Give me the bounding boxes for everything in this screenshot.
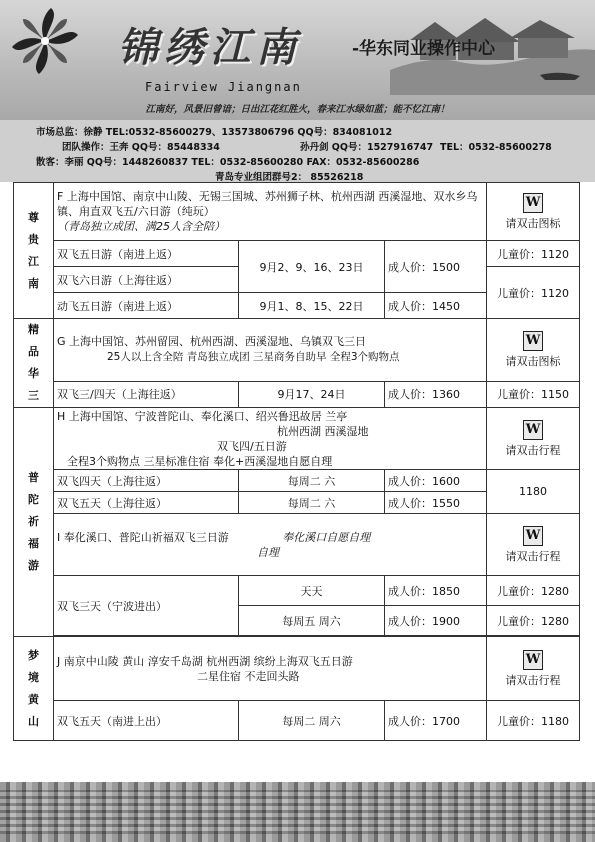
word-document-icon-button[interactable]: W 请双击图标 bbox=[487, 319, 580, 382]
child-price: 儿童价：1280 bbox=[487, 576, 580, 606]
child-price: 儿童价：1120 bbox=[487, 267, 580, 319]
word-icon: W bbox=[523, 526, 543, 546]
word-icon: W bbox=[523, 193, 543, 213]
tour-description: J 南京中山陵 黄山 淳安千岛湖 杭州西湖 缤纷上海双飞五日游 二星住宿 不走回头路 bbox=[54, 637, 487, 701]
decorative-footer-band bbox=[0, 782, 595, 842]
adult-price: 成人价：1900 bbox=[385, 606, 487, 636]
brand-title: 锦绣江南 bbox=[118, 24, 302, 71]
adult-price: 成人价：1850 bbox=[385, 576, 487, 606]
trip-name: 双飞五天（南进上出） bbox=[54, 701, 239, 741]
departure-dates: 9月1、8、15、22日 bbox=[239, 293, 385, 319]
region-label-zunguijiangnan: 尊 贵 江 南 bbox=[14, 183, 54, 319]
tour-description: G 上海中国馆、苏州留园、杭州西湖、西溪湿地、乌镇双飞三日 25人以上含全陪 青岛独立成团 三星商务自助早 全程3个购物点 bbox=[54, 319, 487, 382]
contact-panel bbox=[0, 120, 595, 182]
word-icon: W bbox=[523, 420, 543, 440]
word-icon: W bbox=[523, 650, 543, 670]
trip-name: 双飞五天（上海往返） bbox=[54, 492, 239, 514]
contact-group: 青岛专业组团群号2： 85526218 bbox=[215, 172, 364, 183]
word-document-icon-button[interactable]: W 请双击行程 bbox=[487, 514, 580, 576]
child-price: 儿童价：1120 bbox=[487, 241, 580, 267]
child-price: 儿童价：1150 bbox=[487, 381, 580, 407]
contact-team-op-2: 孙丹剑 QQ号：1527916747 bbox=[300, 142, 434, 153]
word-document-icon-button[interactable]: W 请双击图标 bbox=[487, 183, 580, 241]
child-price: 1180 bbox=[487, 470, 580, 514]
adult-price: 成人价：1600 bbox=[385, 470, 487, 492]
tour-description: F 上海中国馆、南京中山陵、无锡三国城、苏州狮子林、杭州西湖 西溪湿地、双水乡乌镇、甪直双飞五/六日游（纯玩） （青岛独立成团、满25人含全陪） bbox=[54, 183, 487, 241]
tour-table bbox=[13, 182, 579, 772]
trip-name: 双飞五日游（南进上返） bbox=[54, 241, 239, 267]
region-label-mengjinghuangshan: 梦 境 黄 山 bbox=[14, 637, 54, 741]
trip-name: 双飞六日游（上海往返） bbox=[54, 267, 239, 293]
trip-name: 双飞四天（上海往返） bbox=[54, 470, 239, 492]
departure-dates: 天天 bbox=[239, 576, 385, 606]
departure-dates: 每周五 周六 bbox=[239, 606, 385, 636]
contact-retail: 散客：李丽 QQ号：1448260837 TEL：0532-85600280 FAX：0532-85600286 bbox=[36, 157, 420, 168]
departure-dates: 9月17、24日 bbox=[239, 381, 385, 407]
adult-price: 成人价：1450 bbox=[385, 293, 487, 319]
contact-director: 市场总监：徐静 TEL:0532-85600279、13573806796 QQ号：834081012 bbox=[36, 127, 393, 138]
header-banner bbox=[0, 0, 595, 120]
departure-dates: 每周二 六 bbox=[239, 470, 385, 492]
tour-description: H 上海中国馆、宁波普陀山、奉化溪口、绍兴鲁迅故居 兰亭 杭州西湖 西溪湿地 双飞四/五日游 全程3个购物点 三星标准住宿 奉化+西溪湿地自愿自理 bbox=[54, 408, 487, 470]
contact-team-tel: TEL：0532-85600278 bbox=[440, 142, 552, 153]
child-price: 儿童价：1180 bbox=[487, 701, 580, 741]
pinwheel-logo-icon bbox=[10, 6, 80, 76]
departure-dates: 9月2、9、16、23日 bbox=[239, 241, 385, 293]
word-icon: W bbox=[523, 331, 543, 351]
adult-price: 成人价：1500 bbox=[385, 241, 487, 293]
region-label-jingpinhuasan: 精 品 华 三 bbox=[14, 319, 54, 408]
adult-price: 成人价：1700 bbox=[385, 701, 487, 741]
adult-price: 成人价：1360 bbox=[385, 381, 487, 407]
tour-description: I 奉化溪口、普陀山祈福双飞三日游 奉化溪口自愿自理 自理 bbox=[54, 514, 487, 576]
trip-name: 双飞三/四天（上海往返） bbox=[54, 381, 239, 407]
contact-team-op: 团队操作：王奔 QQ号：85448334 bbox=[62, 142, 220, 153]
word-document-icon-button[interactable]: W 请双击行程 bbox=[487, 408, 580, 470]
child-price: 儿童价：1280 bbox=[487, 606, 580, 636]
departure-dates: 每周二 周六 bbox=[239, 701, 385, 741]
brand-subtitle: -华东同业操作中心 bbox=[352, 39, 496, 59]
slogan: 江南好，风景旧曾谙；日出江花红胜火，春来江水绿如蓝；能不忆江南！ bbox=[145, 104, 450, 115]
departure-dates: 每周二 六 bbox=[239, 492, 385, 514]
trip-name: 动飞五日游（南进上返） bbox=[54, 293, 239, 319]
trip-name: 双飞三天（宁波进出） bbox=[54, 576, 239, 636]
brand-english: Fairview Jiangnan bbox=[145, 80, 302, 94]
adult-price: 成人价：1550 bbox=[385, 492, 487, 514]
word-document-icon-button[interactable]: W 请双击行程 bbox=[487, 637, 580, 701]
region-label-putuoqifu: 普 陀 祈 福 游 bbox=[14, 408, 54, 637]
